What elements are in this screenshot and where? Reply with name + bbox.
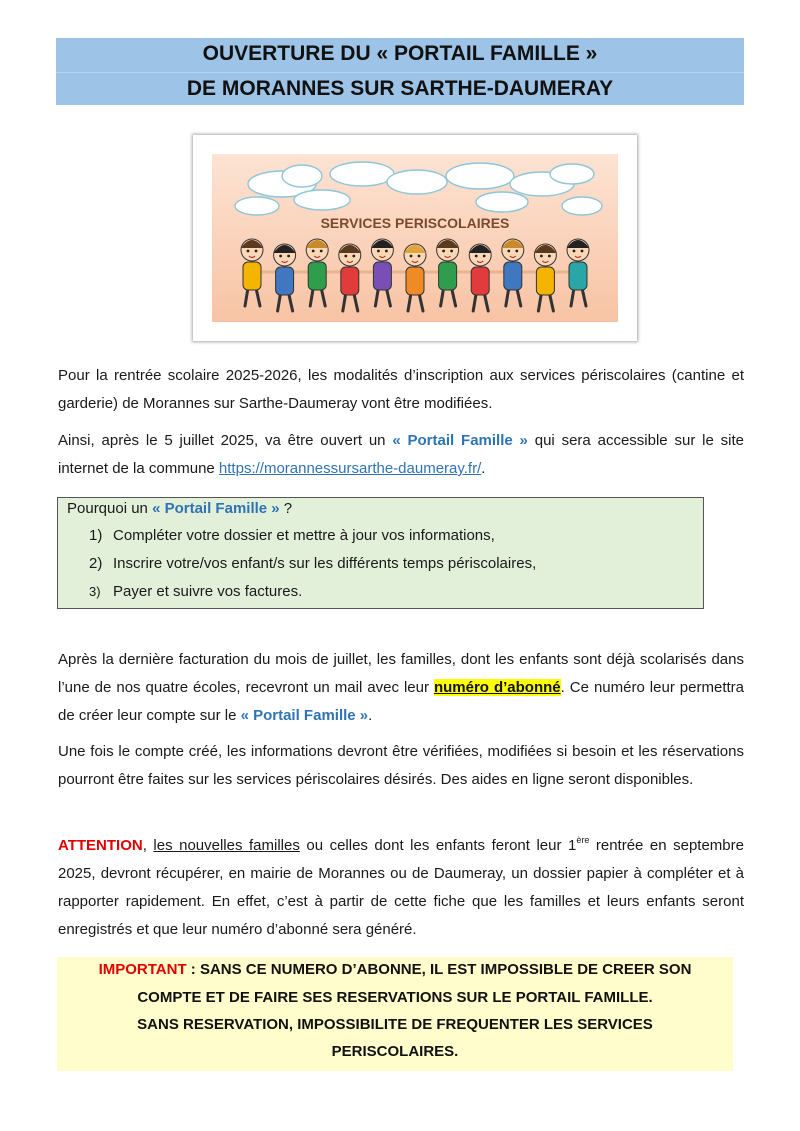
important-line-2: COMPTE ET DE FAIRE SES RESERVATIONS SUR LE PORTAIL FAMILLE.	[137, 989, 653, 1006]
services-periscolaires-banner	[193, 135, 637, 341]
child-shirt	[569, 262, 587, 290]
child-eye	[385, 250, 388, 253]
paragraph-text: .	[368, 707, 373, 724]
why-question-mark: ?	[279, 500, 293, 517]
child-eye	[450, 250, 453, 253]
child-eye	[540, 255, 543, 258]
numero-abonne-highlight: numéro d’abonné	[433, 679, 561, 696]
portail-famille-label: « Portail Famille »	[392, 432, 528, 449]
paragraph-text: . Ce numéro leur permettra de créer leur compte sur le	[58, 679, 744, 724]
child-shirt	[373, 262, 391, 290]
child-eye	[377, 250, 380, 253]
child-shirt	[471, 267, 489, 295]
paragraph-text: Après la dernière facturation du mois de juillet, les familles, dont les enfants sont déjà scolarisés dans l’une de nos quatre écoles, recevront un mail avec leur	[58, 651, 744, 696]
account-paragraph: Une fois le compte créé, les informations devront être vérifiées, modifiées si besoin et les réservations pourront être faites sur les services périscolaires désirés. Des aides en ligne seront disponibles.	[58, 743, 744, 788]
child-shirt	[439, 262, 457, 290]
child-eye	[507, 250, 510, 253]
child-eye	[581, 250, 584, 253]
important-text: : SANS CE NUMERO D’ABONNE, IL EST IMPOSSIBLE DE CREER SON	[186, 961, 692, 978]
portail-famille-label: « Portail Famille »	[240, 707, 369, 724]
list-item-text: Compléter votre dossier et mettre à jour vos informations,	[113, 527, 495, 544]
cloud	[235, 197, 279, 215]
child-eye	[320, 250, 323, 253]
commune-website-link[interactable]: https://morannessursarthe-daumeray.fr/	[218, 460, 482, 477]
important-line-3: SANS RESERVATION, IMPOSSIBILITE DE FREQUENTER LES SERVICES	[137, 1016, 653, 1033]
cloud	[330, 162, 394, 186]
why-question-text: Pourquoi un	[67, 500, 153, 517]
list-item-number: 2)	[89, 555, 103, 572]
subscriber-number-paragraph	[58, 646, 744, 730]
list-item-number: 3)	[89, 584, 101, 599]
cloud	[387, 170, 447, 194]
list-item-text: Inscrire votre/vos enfant/s sur les différents temps périscolaires,	[113, 555, 537, 572]
child-eye	[442, 250, 445, 253]
attention-paragraph	[58, 832, 744, 944]
child-eye	[287, 255, 290, 258]
child-eye	[515, 250, 518, 253]
cloud	[550, 164, 594, 184]
list-item-number: 1)	[89, 527, 103, 544]
child-eye	[312, 250, 315, 253]
portail-famille-label: « Portail Famille »	[152, 500, 280, 517]
child-eye	[344, 255, 347, 258]
paragraph-text: ou celles dont les enfants feront leur 1	[299, 837, 577, 854]
why-question	[67, 499, 292, 519]
child-eye	[418, 255, 421, 258]
cloud	[294, 190, 350, 210]
child-eye	[352, 255, 355, 258]
child-eye	[475, 255, 478, 258]
cloud	[562, 197, 602, 215]
child-shirt	[243, 262, 261, 290]
child-shirt	[308, 262, 326, 290]
child-eye	[573, 250, 576, 253]
banner-caption: SERVICES PERISCOLAIRES	[320, 215, 510, 231]
title-separator	[56, 72, 744, 73]
child-shirt	[341, 267, 359, 295]
important-notice-box	[57, 957, 733, 1071]
title-line-1: OUVERTURE DU « PORTAIL FAMILLE »	[202, 42, 598, 65]
child-shirt	[276, 267, 294, 295]
list-item	[89, 582, 302, 602]
intro-text-b: qui sera accessible sur le site internet de la commune	[58, 432, 744, 477]
child-eye	[279, 255, 282, 258]
attention-label: ATTENTION	[58, 837, 143, 854]
banner-illustration	[212, 154, 618, 322]
superscript-ere: ère	[576, 835, 590, 845]
paragraph-text: ,	[142, 837, 154, 854]
cloud	[446, 163, 514, 189]
title-band	[56, 38, 744, 105]
intro-text-a: Ainsi, après le 5 juillet 2025, va être ouvert un	[58, 432, 393, 449]
list-item-text: Payer et suivre vos factures.	[113, 583, 303, 600]
cloud	[476, 192, 528, 212]
intro-text-c: .	[481, 460, 486, 477]
child-eye	[548, 255, 551, 258]
child-shirt	[406, 267, 424, 295]
child-shirt	[536, 267, 554, 295]
list-item	[89, 526, 495, 546]
important-line-1	[57, 960, 733, 980]
cloud	[282, 165, 322, 187]
child-eye	[483, 255, 486, 258]
why-portail-box	[57, 497, 704, 609]
title-line-2: DE MORANNES SUR SARTHE-DAUMERAY	[186, 77, 614, 100]
list-item	[89, 554, 536, 574]
paragraph-text: rentrée en septembre 2025, devront récupérer, en mairie de Morannes ou de Daumeray, un dossier papier à compléter et à rapporter rapidement. En effet, c’est à partir de cette fiche que les familles et leurs enfants seront enregistrés et que leur numéro d’abonné sera généré.	[58, 837, 744, 938]
child-shirt	[504, 262, 522, 290]
important-line-4: PERISCOLAIRES.	[331, 1043, 459, 1060]
child-eye	[255, 250, 258, 253]
intro-paragraph-1: Pour la rentrée scolaire 2025-2026, les modalités d’inscription aux services périscolaires (cantine et garderie) de Morannes sur Sarthe-Daumeray vont être modifiées.	[58, 367, 744, 412]
intro-paragraph-2	[58, 427, 744, 483]
child-eye	[410, 255, 413, 258]
new-families-underlined: les nouvelles familles	[153, 837, 300, 854]
important-label: IMPORTANT	[98, 961, 187, 978]
child-eye	[247, 250, 250, 253]
